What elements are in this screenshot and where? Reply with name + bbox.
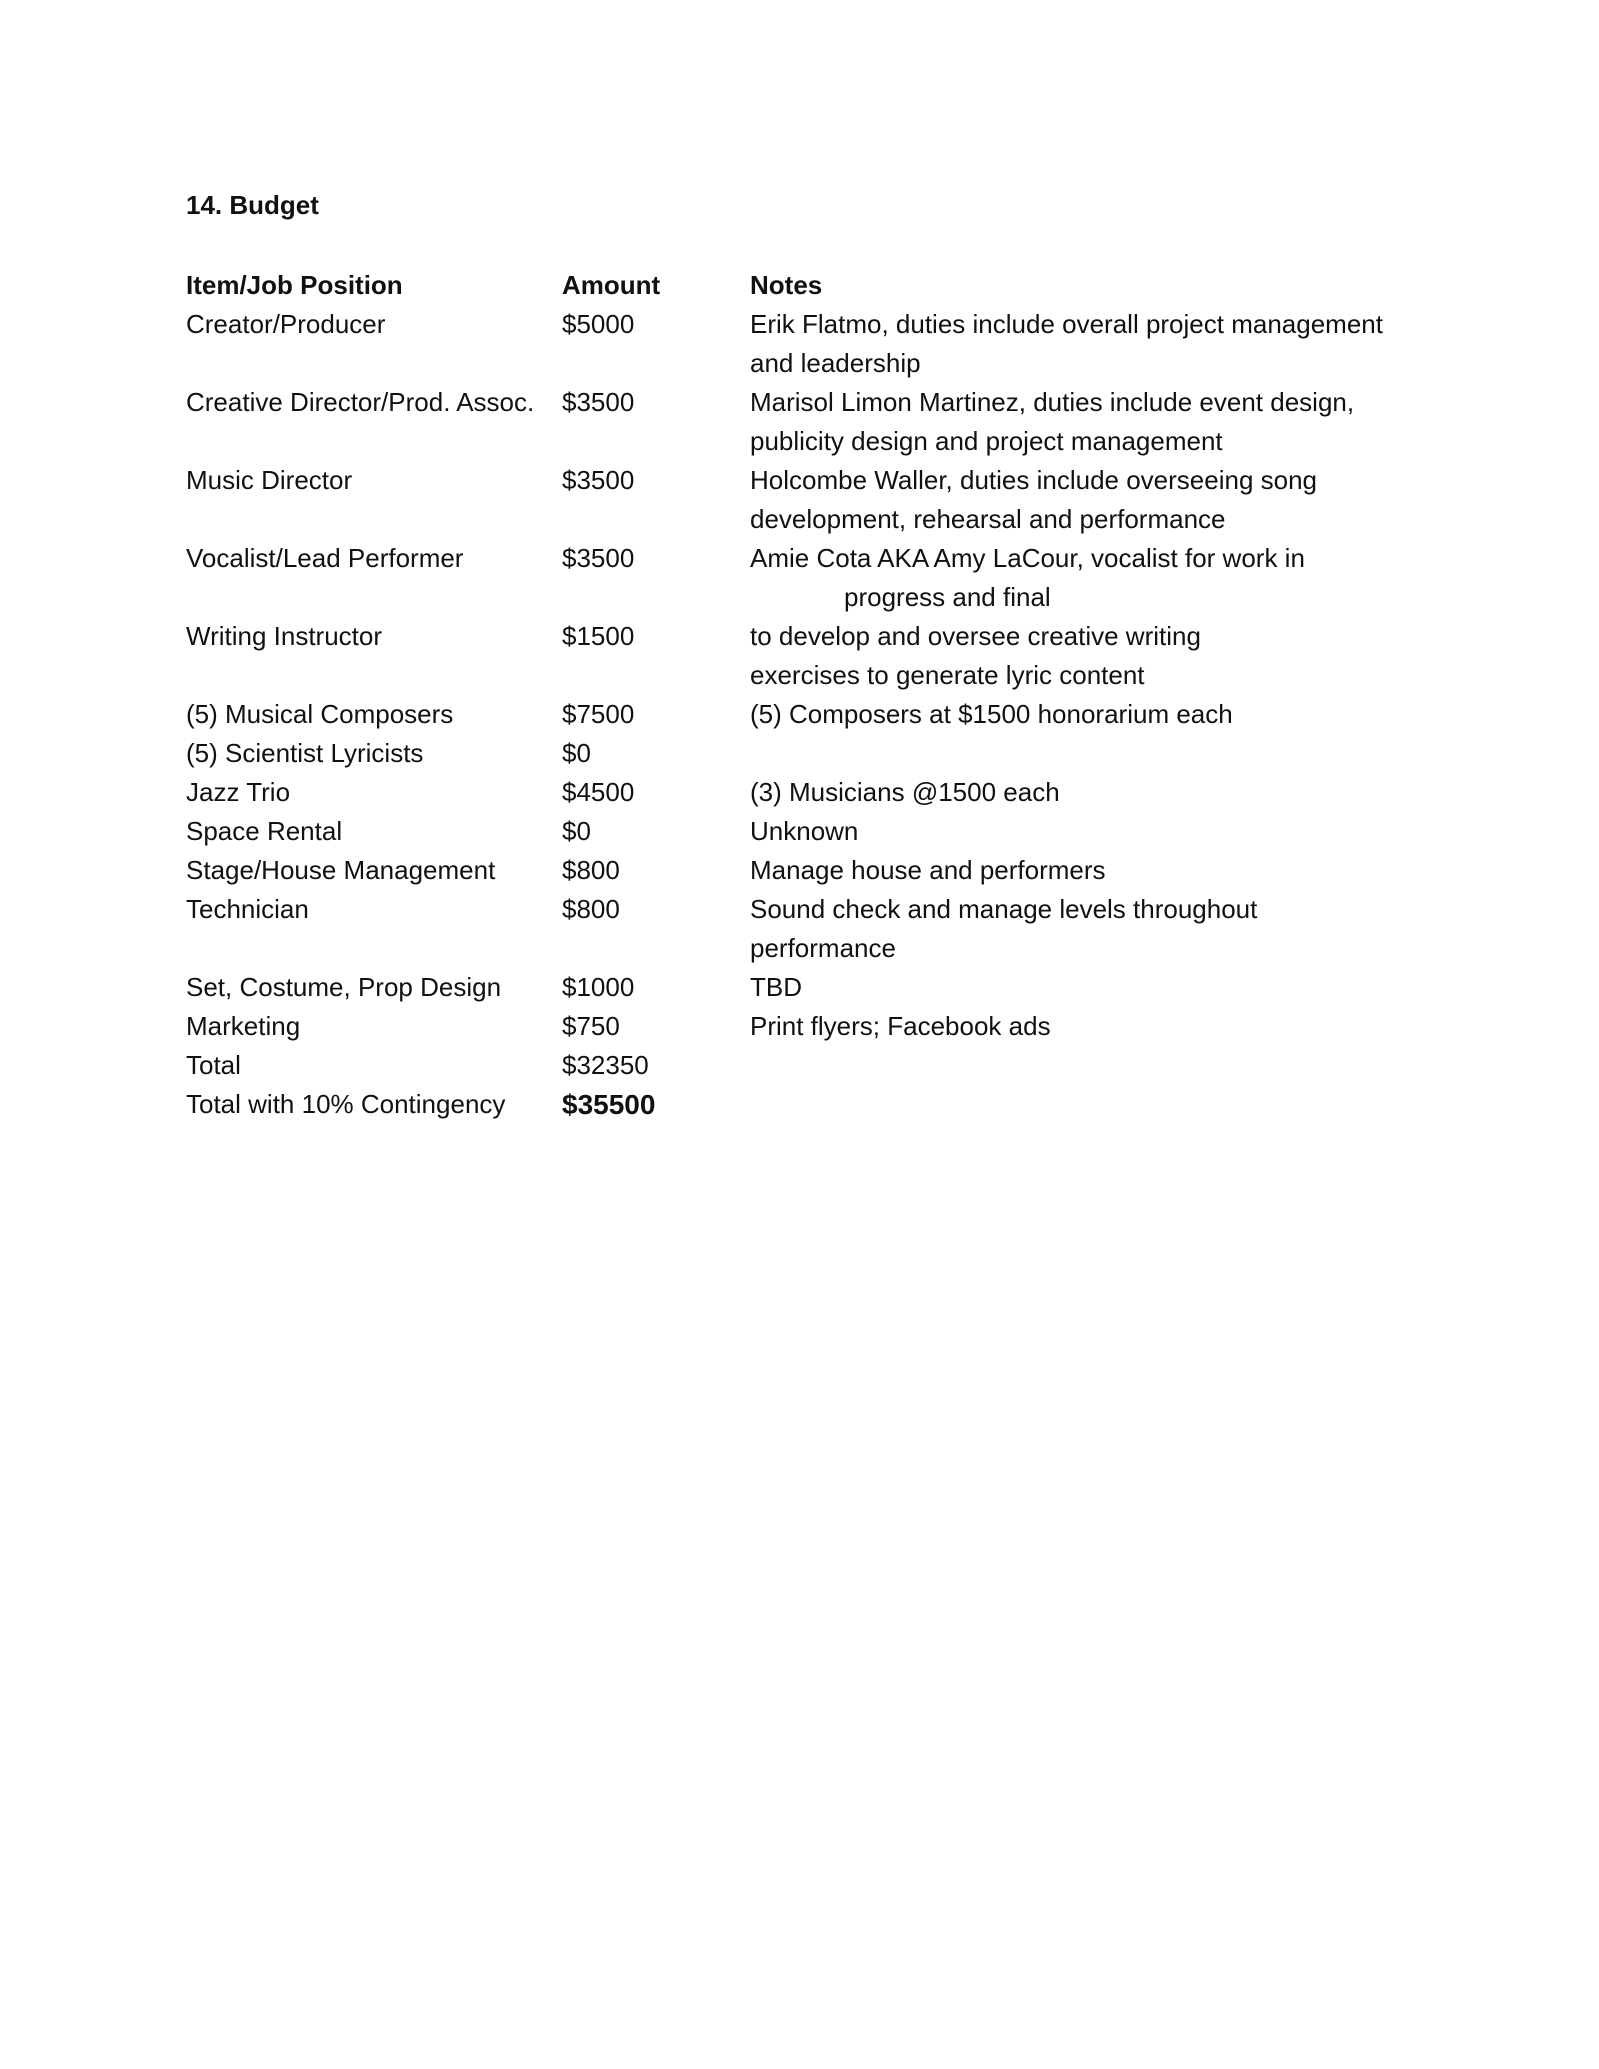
row-item: Total: [186, 1050, 241, 1080]
table-row: [186, 695, 1426, 734]
row-notes: [750, 539, 1426, 617]
row-notes: [750, 383, 1426, 461]
table-row: [186, 890, 1426, 968]
budget-table: [186, 266, 1426, 1124]
row-item: (5) Musical Composers: [186, 699, 454, 729]
note-line: Unknown: [750, 816, 859, 846]
table-row: [186, 812, 1426, 851]
row-amount: $0: [562, 738, 591, 768]
row-amount: $1500: [562, 621, 635, 651]
note-line: Holcombe Waller, duties include overseeing song: [750, 465, 1318, 495]
row-notes: [750, 890, 1426, 968]
row-notes: [750, 812, 1426, 851]
row-notes: [750, 773, 1426, 812]
row-amount: $3500: [562, 387, 635, 417]
table-row: [186, 773, 1426, 812]
header-item: Item/Job Position: [186, 270, 403, 300]
note-line: development, rehearsal and performance: [750, 504, 1226, 534]
row-item: Creator/Producer: [186, 309, 386, 339]
row-item: Total with 10% Contingency: [186, 1089, 506, 1119]
table-header-row: [186, 266, 1426, 305]
note-line: Manage house and performers: [750, 855, 1106, 885]
row-amount: $5000: [562, 309, 635, 339]
row-amount: $1000: [562, 972, 635, 1002]
table-row: [186, 461, 1426, 539]
row-item: Stage/House Management: [186, 855, 496, 885]
row-item: Set, Costume, Prop Design: [186, 972, 502, 1002]
table-row: [186, 383, 1426, 461]
row-item: Technician: [186, 894, 309, 924]
row-item: Space Rental: [186, 816, 343, 846]
note-line: exercises to generate lyric content: [750, 660, 1145, 690]
note-line: and leadership: [750, 348, 921, 378]
table-row: [186, 968, 1426, 1007]
row-amount: $750: [562, 1011, 620, 1041]
row-item: Music Director: [186, 465, 353, 495]
note-line: Erik Flatmo, duties include overall project management: [750, 309, 1383, 339]
row-notes: [750, 461, 1426, 539]
row-item: Marketing: [186, 1011, 301, 1041]
row-item: (5) Scientist Lyricists: [186, 738, 424, 768]
row-item: Vocalist/Lead Performer: [186, 543, 464, 573]
page-title: 14. Budget: [186, 190, 319, 220]
note-line: Amie Cota AKA Amy LaCour, vocalist for work in: [750, 543, 1305, 573]
row-amount: $32350: [562, 1050, 649, 1080]
row-notes: [750, 968, 1426, 1007]
row-amount: $3500: [562, 465, 635, 495]
row-notes: [750, 695, 1426, 734]
row-item: Creative Director/Prod. Assoc.: [186, 387, 535, 417]
row-notes: [750, 305, 1426, 383]
note-line: Print flyers; Facebook ads: [750, 1011, 1051, 1041]
row-amount: $7500: [562, 699, 635, 729]
header-amount: Amount: [562, 270, 661, 300]
table-row: [186, 617, 1426, 695]
note-line: (5) Composers at $1500 honorarium each: [750, 699, 1233, 729]
table-row: [186, 851, 1426, 890]
table-row: [186, 539, 1426, 617]
note-line: performance: [750, 933, 896, 963]
row-amount: $800: [562, 855, 620, 885]
row-amount: $0: [562, 816, 591, 846]
row-notes: [750, 851, 1426, 890]
note-line: to develop and oversee creative writing: [750, 621, 1201, 651]
total-row: [186, 1046, 1426, 1085]
row-notes: [750, 1007, 1426, 1046]
table-row: [186, 1007, 1426, 1046]
row-item: Jazz Trio: [186, 777, 291, 807]
note-line: TBD: [750, 972, 802, 1002]
note-line: progress and final: [844, 582, 1051, 612]
row-notes: [750, 617, 1426, 695]
table-row: [186, 305, 1426, 383]
row-item: Writing Instructor: [186, 621, 383, 651]
note-line: publicity design and project management: [750, 426, 1223, 456]
total-with-contingency-row: [186, 1085, 1426, 1124]
note-line: Marisol Limon Martinez, duties include event design,: [750, 387, 1355, 417]
note-line: Sound check and manage levels throughout: [750, 894, 1258, 924]
table-row: [186, 734, 1426, 773]
row-amount: $4500: [562, 777, 635, 807]
row-amount: $3500: [562, 543, 635, 573]
header-notes: Notes: [750, 270, 823, 300]
row-amount: $35500: [562, 1089, 656, 1120]
row-amount: $800: [562, 894, 620, 924]
note-line: (3) Musicians @1500 each: [750, 777, 1060, 807]
